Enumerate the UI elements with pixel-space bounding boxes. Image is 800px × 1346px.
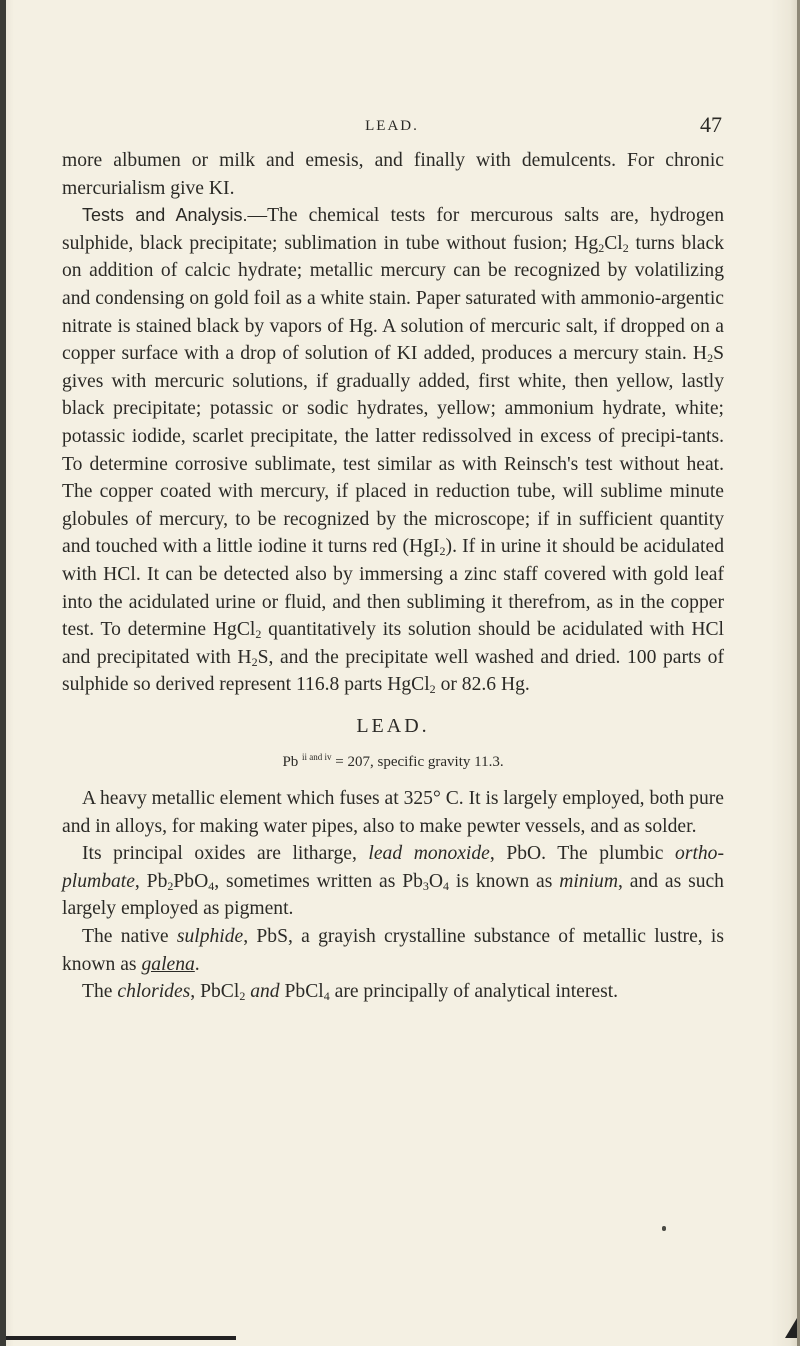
heading-tests-analysis: Tests and Analysis. <box>82 205 248 226</box>
paragraph-lead-description: A heavy metallic element which fuses at 325° C. It is largely employed, both pure and in alloys, for making water pipes, also to make pewter vessels, and as solder. <box>62 788 724 837</box>
page-body <box>62 147 724 1006</box>
paragraph-lead-chlorides: The chlorides, PbCl$_2$ and PbCl$_4$ are principally of analytical interest. <box>82 981 619 1004</box>
page-edge-left <box>0 0 6 1346</box>
running-head: LEAD. <box>365 118 419 134</box>
page-header <box>62 112 722 142</box>
bottom-shadow-edge <box>6 1336 236 1340</box>
paragraph-lead-oxides: Its principal oxides are litharge, lead monoxide, PbO. The plumbic ortho-plumbate, $Pb_2PbO_4$, sometimes written as $Pb_3O_4$ is known as minium, and as such largely employed as pigment. <box>62 843 724 920</box>
paragraph-lead-sulphide: The native sulphide, PbS, a grayish crystalline substance of metallic lustre, is known as galena. <box>62 926 724 975</box>
paragraph-demulcents: more albumen or milk and emesis, and finally with demulcents. For chronic mercurialism give KI. <box>62 150 724 199</box>
lead-formula: Pb $^{ii and iv}$ = 207, specific gravity 11.3. <box>282 752 504 771</box>
paragraph-tests-analysis: Tests and Analysis.—The chemical tests for mercurous salts are, hydrogen sulphide, black precipitate; sublimation in tube without fusion; $Hg_2Cl_2$ turns black on addition of calcic hydrate; metallic mercury can be recognized by volatilizing and condensing on gold foil as a white stain. Paper saturated with ammonio-argentic nitrate is stained black by vapors of Hg. A solution of mercuric salt, if dropped on a copper surface with a drop of solution of KI added, produces a mercury stain. $H_2S$ gives with mercuric solutions, if gradually added, first white, then yellow, lastly black precipitate; potassic or sodic hydrates, yellow; ammonium hydrate, white; potassic iodide, scarlet precipitate, the latter redissolved in excess of precipi-tants. To determine corrosive sublimate, test similar as with Reinsch's test without heat. The copper coated with mercury, if placed in reduction tube, will sublime minute globules of mercury, to be recognized by the microscope; if in sufficient quantity and touched with a little iodine it turns red (HgI$_2$). If in urine it should be acidulated with HCl. It can be detected also by immersing a zinc staff covered with gold leaf into the acidulated urine or fluid, and then subliming it therefrom, as in the copper test. To determine HgCl$_2$ quantitatively its solution should be acidulated with HCl and precipitated with $H_2S$, and the precipitate well washed and dried. 100 parts of sulphide so derived represent 116.8 parts HgCl$_2$ or 82.6 Hg. <box>62 205 725 697</box>
section-title-lead: LEAD. <box>356 714 430 737</box>
corner-shadow <box>785 1318 797 1338</box>
ink-fleck <box>662 1226 666 1231</box>
page-number: 47 <box>700 112 722 137</box>
